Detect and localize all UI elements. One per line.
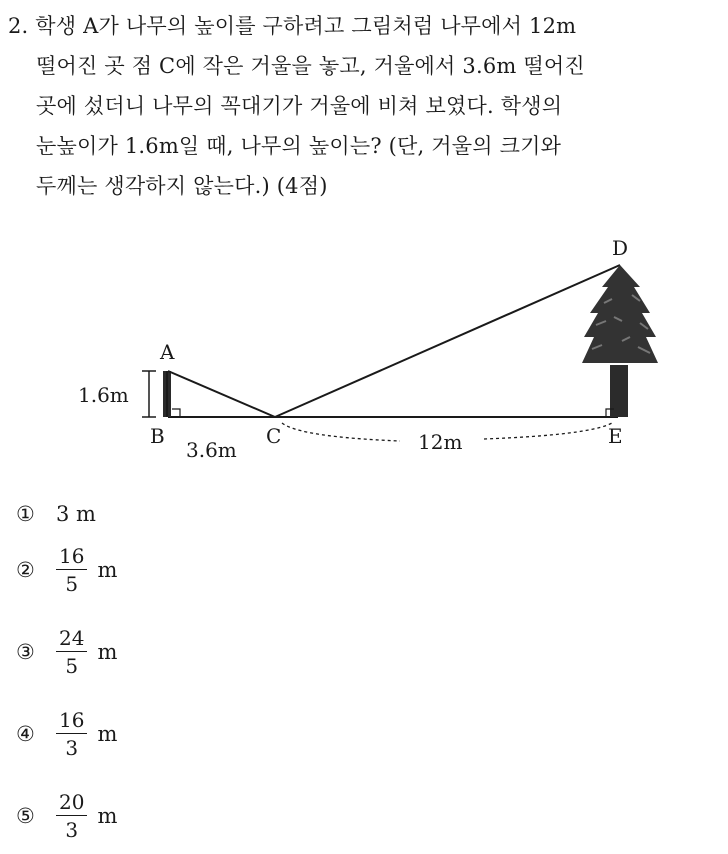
fraction-denominator: 3 — [65, 818, 79, 842]
fraction — [56, 708, 87, 760]
choice-unit: m — [97, 640, 118, 664]
problem-line: 눈높이가 1.6m일 때, 나무의 높이는? (단, 거울의 크기와 — [36, 134, 562, 158]
choice-unit: m — [97, 722, 118, 746]
label-c: C — [266, 424, 282, 448]
fraction — [56, 544, 87, 596]
segment-cd — [275, 265, 620, 417]
label-bc: 3.6m — [186, 438, 237, 462]
label-d: D — [612, 236, 629, 260]
choice-unit: m — [97, 558, 118, 582]
choice-unit: m — [97, 804, 118, 828]
label-ce: 12m — [418, 430, 463, 454]
problem-line: 떨어진 곳 점 C에 작은 거울을 놓고, 거울에서 3.6m 떨어진 — [36, 54, 585, 78]
label-b: B — [150, 424, 165, 448]
label-e: E — [608, 424, 623, 448]
choice-number: ③ — [16, 640, 35, 664]
geometry-figure — [0, 225, 728, 475]
choice-number: ① — [16, 502, 35, 526]
choice-4[interactable] — [16, 704, 117, 764]
choice-5[interactable] — [16, 786, 117, 846]
segment-ac — [168, 371, 275, 417]
dotted-span-right — [484, 423, 612, 439]
fraction-numerator: 20 — [56, 790, 87, 816]
problem-text — [8, 6, 720, 206]
fraction — [56, 790, 87, 842]
choice-2[interactable] — [16, 540, 117, 600]
fraction-denominator: 5 — [65, 654, 79, 678]
fraction-numerator: 16 — [56, 708, 87, 734]
label-a: A — [160, 340, 175, 364]
tree-icon — [582, 265, 658, 417]
dotted-span-left — [282, 423, 400, 441]
label-height: 1.6m — [78, 383, 129, 407]
fraction-numerator: 16 — [56, 544, 87, 570]
choice-number: ② — [16, 558, 35, 582]
problem-line: 두께는 생각하지 않는다.) (4점) — [36, 174, 328, 198]
fraction-denominator: 5 — [65, 572, 79, 596]
choice-number: ⑤ — [16, 804, 35, 828]
choice-number: ④ — [16, 722, 35, 746]
fraction — [56, 626, 87, 678]
fraction-denominator: 3 — [65, 736, 79, 760]
figure-svg — [0, 225, 728, 475]
choice-1[interactable] — [16, 484, 96, 544]
right-angle-b — [172, 409, 180, 417]
problem-line: 2. 학생 A가 나무의 높이를 구하려고 그림처럼 나무에서 12m — [8, 14, 577, 38]
choice-3[interactable] — [16, 622, 117, 682]
choice-text: 3 m — [56, 502, 96, 526]
problem-line: 곳에 섰더니 나무의 꼭대기가 거울에 비쳐 보였다. 학생의 — [36, 94, 563, 118]
fraction-numerator: 24 — [56, 626, 87, 652]
